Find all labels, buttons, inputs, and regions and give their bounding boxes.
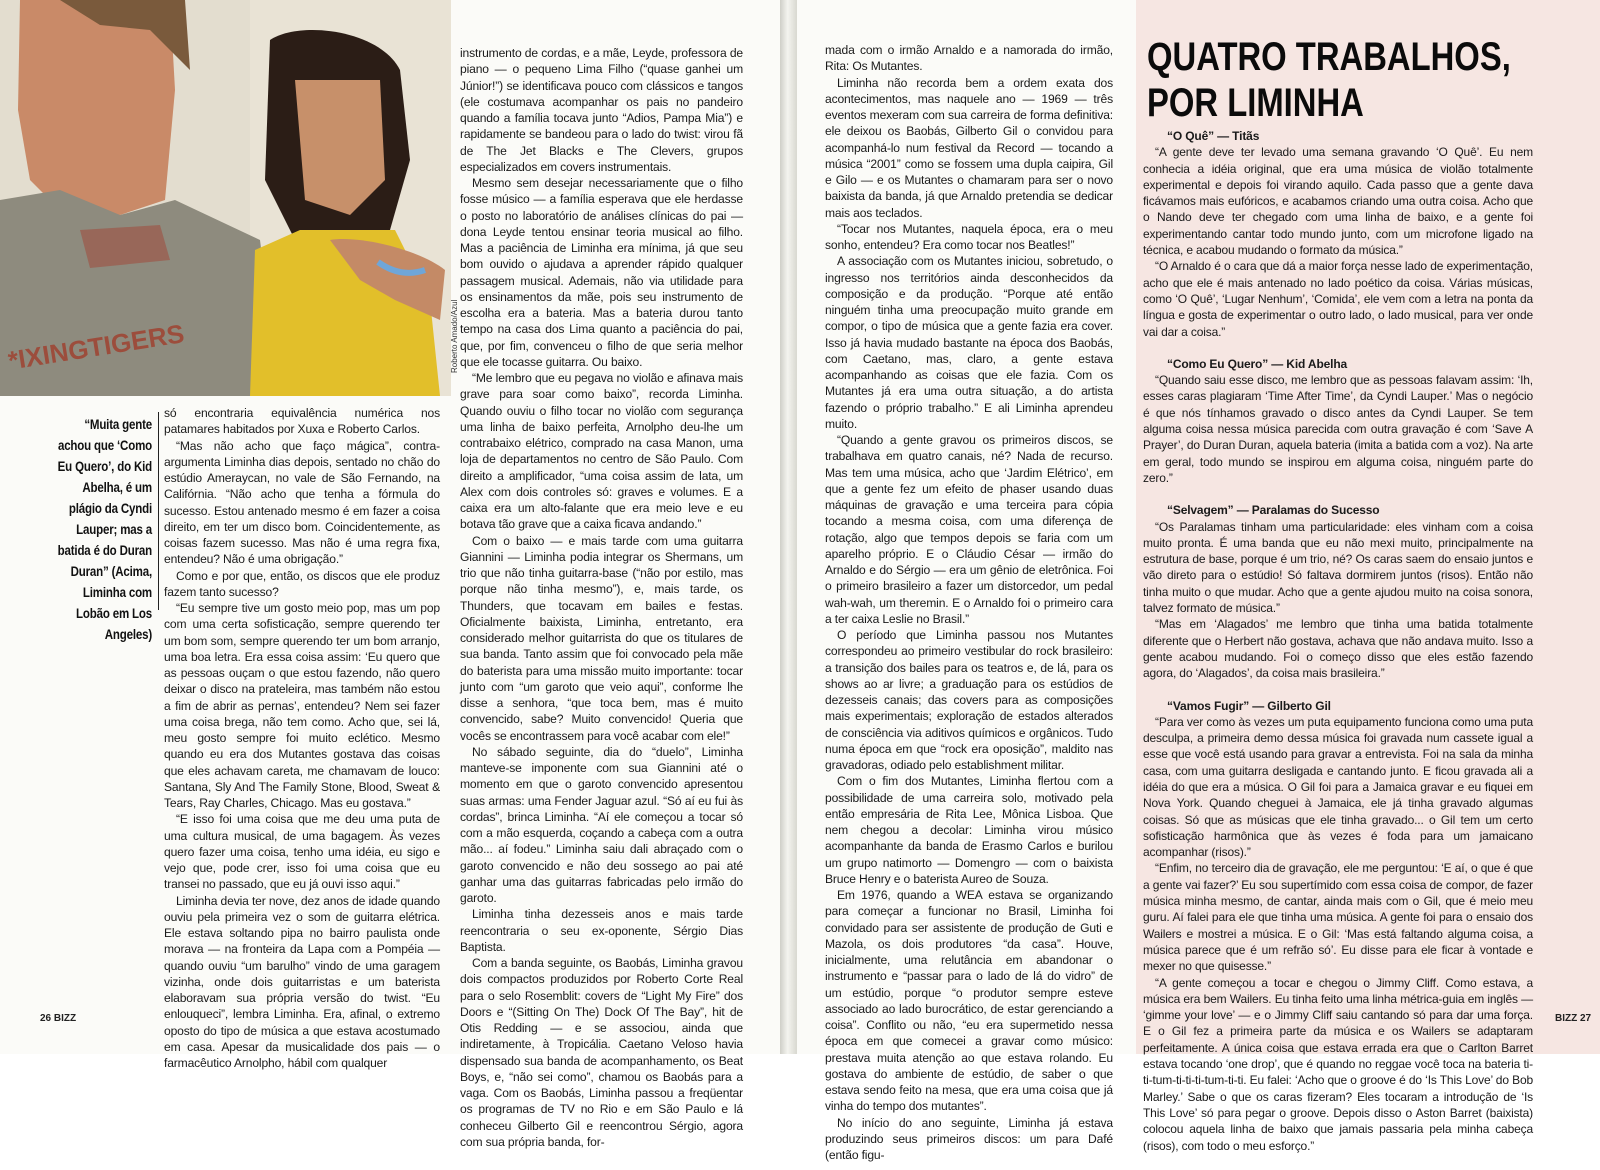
article-paragraph: O período que Liminha passou nos Mutantes correspondeu ao primeiro vestibular do rock brasileiro: a transição dos bailes para os teatros e, de lá, para os shows ao ar livre; a graduação para os estúdios de dezesseis canais; das covers para as composições mais experimentais; exploração de estados alterados de consciência via aditivos químicos e orgânicos. Tudo numa época em que “rock era oposição”, maldito nas gravadoras, odiado pelo establishment militar. (825, 628, 1113, 772)
article-paragraph: Liminha tinha dezesseis anos e mais tarde reencontraria o seu ex-oponente, Sérgio Dias Baptista. (460, 907, 743, 954)
sidebar-paragraph: “Os Paralamas tinham uma particularidade: eles vinham com a coisa muito pronta. É uma banda que eu não mexi muito, principalmente na estrutura de base, porque é um trio, né? Os caras saem do ensaio juntos e vão direto para o estúdio! Só faltava dormirem juntos (risos). Então não tinha muito o que mudar. Acho que a gente ajudou muito na coisa sonora, talvez formato de música.” (1143, 519, 1533, 616)
pull-quote-rule (158, 412, 159, 610)
article-paragraph: “Mas não acho que faço mágica”, contra-argumenta Liminha dias depois, sentado no chão do estúdio Amerаycan, no vale de São Fernando, na Califórnia. “Não acho que tenha a fórmula do sucesso. Estou antenado mesmo é em fazer a coisa direito, em ter um disco bom. Coincidentemente, as coisas fazem sucesso. Mas não é uma regra fixa, entendeu? Não é uma obrigação.” (164, 438, 440, 567)
article-paragraph: Liminha devia ter nove, dez anos de idade quando ouviu pela primeira vez o som de guitarra elétrica. Ele estava soltando pipa no bairro paulista onde morava — na fronteira da Lapa com a Pompéia — quando ouviu “um barulho” vindo de uma garagem vizinha, onde dois guitarristas e um baterista elaboravam sua própria versão do twist. “Eu enlouqueci”, lembra Liminha. Era, afinal, o extremo oposto do tipo de música a que estava acostumado em casa. Apesar da musicalidade dos pais — o farmacêutico Arnolpho, hábil com qualquer (164, 893, 440, 1070)
headline-line-1: QUATRO TRABALHOS, (1147, 35, 1511, 79)
sidebar-paragraph: “O Arnaldo é o cara que dá a maior força nesse lado de experimentação, acho que ele é mais antenado no lado poético da coisa. Várias músicas, como ‘O Quê’, ‘Lugar Nenhum’, ‘Comida’, ele vem com a letra na ponta da língua e gosta de experimentar o outro lado, o lado musical, para ver onde vai dar a coisa.” (1143, 259, 1533, 339)
sidebar-headline (1147, 34, 1511, 126)
article-paragraph: Em 1976, quando a WEA estava se organizando para começar a funcionar no Brasil, Liminha foi convidado para ser assistente de produção de Guti e Mazola, os dois produtores “da casa”. Houve, inicialmente, uma relutância em abandonar o instrumento e “passar para o lado de lá do vidro” de um estúdio, porque “o produtor sempre esteve associado ao lado burocrático, de estar gerenciando a coisa”. Conflito ou não, “eu era supermetido nessa época em que comecei a gravar como músico: prestava muita atenção ao que estava rolando. Eu gostava do ambiente de estúdio, de saber o que estava sendo feito na mesa, que era uma coisa que já vinha do tempo dos mutantes”. (825, 888, 1113, 1114)
article-column-2 (460, 45, 743, 1150)
article-column-3 (825, 42, 1113, 1163)
sidebar-paragraph: “A gente começou a tocar e chegou o Jimmy Cliff. Como estava, a música era bem Wailers. Eu tinha feito uma linha métrica-guia em inglês — ‘gimme your love’ — e o Jimmy Cliff saiu cantando só para dar uma força. E o Gil fez a primeira parte da música e os Wailers se adaptaram perfeitamente. A única coisa que estava errada era que o Carlton Barret estava tocando ‘one drop’, que é quando no reggae você toca na bateria ti-ti-tum-ti-ti-ti-tum-ti-ti. Eu falei: ‘Acho que o groove é do ‘Is This Love’ do Bob Marley.’ Sabe o que os caras fizeram? Eles tocaram a introdução de ‘Is This Love’ só para pegar o groove. Depois disso o Aston Barret (baixista) colocou aquela linha de baixo que jamais passaria pela minha cabeça (risos), com todo o meu esforço.” (1143, 975, 1533, 1153)
article-paragraph: Liminha não recorda bem a ordem exata dos acontecimentos, mas naquele ano — 1969 — três eventos mexeram com sua carreira de forma definitiva: ele deixou os Baobás, Gilberto Gil o convidou para acompanhá-lo num festival da Record — tocando a música “2001” como se fossem uma dupla caipira, Gil e Gilo — e os Mutantes o chamaram para ser o novo baixista da banda, já que Arnaldo pretendia se dedicar mais aos teclados. (825, 75, 1113, 220)
shirt-text: *IXINGTIGERS (6, 318, 187, 376)
page-gutter (780, 0, 797, 1054)
photo-credit: Roberto Amado/Azul (450, 300, 459, 374)
article-paragraph: “Me lembro que eu pegava no violão e afinava mais grave para soar como baixo”, recorda Liminha. Quando ouviu o filho tocar no violão com segurança uma linha de baixo perfeita, Arnolpho deu-lhe um contrabaixo elétrico, comprado na casa Manon, uma loja de departamentos no centro de São Paulo. Com direito a amplificador, “uma coisa assim de lata, um Alex com dois controles só: graves e volumes. E a caixa era um alto-falante que era meio leve e eu botava tão grave que a caixa ficava andando.” (460, 371, 743, 532)
sidebar-entry-title: “Vamos Fugir” — Gilberto Gil (1167, 698, 1331, 713)
sidebar-entry-title: “Como Eu Quero” — Kid Abelha (1167, 356, 1348, 371)
article-paragraph: A associação com os Mutantes iniciou, sobretudo, o ingresso nos territórios ainda desconhecidos da composição e da produção. “Porque até então ninguém tinha uma preocupação muito grande em compor, o tipo de música que a gente fazia era cover. Isso já havia mudado bastante na época dos Baobás, com Caetano, mas, claro, a gente estava acompanhando as coisas que ele fazia. Com os Mutantes já era uma outra situação, a do artista fazendo o próprio trabalho.” E ali Liminha aprendeu muito. (825, 254, 1113, 431)
article-paragraph: Com o fim dos Mutantes, Liminha flertou com a possibilidade de uma carreira solo, motivado pela então empresária de Rita Lee, Mônica Lisboa. Que nem chegou a decolar: Liminha virou músico acompanhante da banda de Erasmo Carlos e burilou um grupo natimorto — Domengro — com o baixista Bruce Henry e o baterista Aureo de Souza. (825, 774, 1113, 886)
pull-quote: “Muita gente achou que ‘Como Eu Quero’, do Kid Abelha, é um plágio da Cyndi Lauper; mas a batida é do Duran Duran” (Acima, Liminha com Lobão em Los Angeles) (57, 417, 153, 642)
article-paragraph: “E isso foi uma coisa que me deu uma puta de uma cultura musical, de uma bagagem. Às vezes quero fazer uma coisa, tenho uma idéia, eu sigo e vejo que, pode crer, isso foi uma coisa que eu transei no passado, que eu já ouvi isso aqui.” (164, 812, 440, 892)
article-paragraph: mada com o irmão Arnaldo e a namorada do irmão, Rita: Os Mutantes. (825, 43, 1113, 74)
sidebar-paragraph: “Quando saiu esse disco, me lembro que as pessoas falavam assim: ‘Ih, esses caras plagiaram ‘Time After Time’, da Cyndi Lauper.’ Mas o negócio é que nós tínhamos gravado o disco antes da Cyndi Lauper. Se tem alguma coisa nessa música parecida com outra gravação é com ‘Save A Prayer’, do Duran Duran, aquela bateria (imita a batida com a voz). Na arte em geral, todo mundo se inspirou em alguma coisa, ninguém parte do zero.” (1143, 373, 1533, 485)
article-paragraph: “Tocar nos Mutantes, naquela época, era o meu sonho, entendeu? Era como tocar nos Beatles!” (825, 221, 1113, 252)
headline-line-2: POR LIMINHA (1147, 81, 1364, 125)
page-folio-left: 26 BIZZ (40, 1013, 77, 1024)
article-paragraph: “Quando a gente gravou os primeiros discos, se trabalhava em quatro canais, né? Nada de recurso. Mas tem uma música, acho que ‘Jardim Elétrico’, em que a gente fez um efeito de phaser usando duas máquinas de gravação e uma terceira para cópia tocando a mesma coisa, com uma diferença de rotação, algo que tempos depois se faria com um aparelho próprio. E o Cláudio César — irmão do Arnaldo e do Sérgio — era um gênio de eletrônica. Foi o primeiro brasileiro a fazer um distorcedor, um pedal wah-wah, um theremin. E o Arnaldo foi o primeiro cara a ter caixa Leslie no Brasil.” (825, 433, 1113, 626)
article-paragraph: Mesmo sem desejar necessariamente que o filho fosse músico — a família esperava que ele herdasse o posto no laboratório de análises clínicas do pai — dona Leyde tentou ensinar teoria musical ao filho. Mas a paciência de Liminha era mínima, já que seu bom ouvido o ajudava a aprender rápido qualquer passagem musical. Ademais, não via utilidade para os ensinamentos da mãe, pois seu instrumento de escolha era a bateria. Mas a bateria durou tanto tempo na casa dos Lima quanto a paciência do pai, que, por fim, convenceu o filho de que seria melhor que ele tocasse guitarra. Ou baixo. (460, 176, 743, 369)
article-paragraph: só encontraria equivalência numérica nos patamares habitados por Xuxa e Roberto Carlos. (164, 406, 440, 437)
left-page (0, 0, 780, 1149)
article-paragraph: Como e por que, então, os discos que ele produz fazem tanto sucesso? (164, 568, 440, 599)
article-paragraph: No sábado seguinte, dia do “duelo”, Liminha manteve-se imponente com sua Giannini até o momento em que o garoto convencido apresentou suas armas: uma Fender Jaguar azul. “Só aí eu fui às cordas”, brinca Liminha. “Aí ele começou a tocar só com a mão esquerda, coçando a cabeça com a outra mão... aí fodeu.” Liminha saiu dali abraçado com o garoto convencido e não deu sossego ao pai até ganhar uma das guitarras fabricadas pelo irmão do garoto. (460, 744, 743, 905)
article-paragraph: No início do ano seguinte, Liminha já estava produzindo seus primeiros discos: um para Dafé (então figu- (825, 1115, 1113, 1162)
sidebar-entry-title: “Selvagem” — Paralamas do Sucesso (1167, 503, 1380, 518)
article-paragraph: instrumento de cordas, e a mãe, Leyde, professora de piano — o pequeno Lima Filho (“quase ganhei um Júnior!”) se identificava pouco com clássicos e tangos (ele costumava acompanhar os pais no pandeiro quando a família tocava junto “Adios, Pampa Mia”) e rapidamente se bandeou para o lado do twist: virou fã de The Jet Blacks e The Clevers, grupos especializados em covers instrumentais. (460, 46, 743, 174)
sidebar-entry-title: “O Quê” — Titãs (1167, 129, 1260, 143)
article-column-1 (164, 405, 440, 1071)
sidebar-paragraph: “A gente deve ter levado uma semana gravando ‘O Quê’. Eu nem conhecia a idéia original, que era uma música de violão totalmente experimental e depois foi virando aquilo. Cada passo que a gente dava ficávamos mais eufóricos, e acabamos criando uma outra coisa. Acho que o Nando deve ter chegado com uma linha de baixo, e a gente foi experimentando cantar todo mundo junto, com um microfone ligado na técnica, e acabou mudando o formato da música.” (1143, 145, 1533, 258)
sidebar-paragraph: “Enfim, no terceiro dia de gravação, ele me perguntou: ‘E aí, o que é que a gente vai fazer?’ Eu sou supertímido com essa coisa de compor, de fazer música minha mesmo, de cantar, ainda mais com o Gil, que é meio meu guru. Aí falei para ele que tinha uma música. A gente foi para o ensaio dos Wailers e mostrei a música. E o Gil: ‘Mas está faltando alguma coisa, a música parece que é um refrão só’. Eu disse para ele ficar à vontade e mexer no que quisesse.” (1143, 861, 1533, 974)
article-paragraph: Com o baixo — e mais tarde com uma guitarra Giannini — Liminha podia integrar os Shermans, um trio que não tinha guitarra-base (“não por estilo, mas porque não tinha mesmo”), e, mais tarde, os Thunders, que tocavam em bailes e festas. Oficialmente baixista, Liminha, entretanto, era considerado melhor guitarrista do que os titulares de sua banda. Tanto assim que foi convocado pela mãe do baterista para uma missão muito importante: tocar junto com “um garoto que veio aqui”, conforme lhe disse a senhora, “que toca bem, mas é muito convencido, sabe? Muito convencido! Queria que vocês se encontrassem para você acabar com ele!” (460, 533, 743, 743)
sidebar-entry (1143, 128, 1533, 340)
sidebar-paragraph: “Para ver como às vezes um puta equipamento funciona como uma puta desculpa, a primeira demo dessa música foi gravada num cassete igual a esse que você está usando para gravar a entrevista. Foi na sala da minha casa, com uma guitarra desligada e cantando junto. E ficou gravada ali a idéia do que era a música. O Gil foi para a Jamaica gravar e eu fiquei em Nova York. Quando cheguei à Jamaica, ele já tinha gravado algumas coisas. Só que as músicas que ele tinha gravado... o Gil tem um certo sofisticação harmônica que às vezes é foda para um jamaicano acompanhar (risos).” (1143, 714, 1533, 860)
sidebar-entry (1143, 502, 1533, 681)
sidebar-paragraph: “Mas em ‘Alagados’ me lembro que tinha uma batida totalmente diferente que o Herbert não gostava, achava que não andava muito. Isso a gente acabou mudando. Foi o começo disso que eles estão fazendo agora, do ‘Alagados’, da coisa mais brasileira.” (1143, 617, 1533, 681)
article-paragraph: “Eu sempre tive um gosto meio pop, mas um pop com uma certa sofisticação, sempre querendo ter um bom som, sempre querendo ter um bom arranjo, uma boa letra. Era essa coisa assim: ‘Eu quero que as pessoas ouçam o que estou fazendo, não quero deixar o disco na prateleira, mas também não estou a fim de abrir as pernas’, entendeu? Nem sei fazer uma coisa brega, não tem como. Acho que, sei lá, meu gosto sempre foi muito eclético. Mesmo quando eu era dos Mutantes gostava das coisas que eles achavam careta, me chamavam de louco: Santana, Sly And The Family Stone, Blood, Sweat & Tears, Ray Charles, Chicago. Mas eu gostava.” (164, 601, 440, 810)
sidebar-entry (1143, 698, 1533, 1154)
page-folio-right: BIZZ 27 (1555, 1013, 1592, 1024)
article-paragraph: Com a banda seguinte, os Baobás, Liminha gravou dois compactos produzidos por Roberto Corte Real para o selo Rosemblit: covers de “Light My Fire” dos Doors e “(Sitting On The) Dock Of The Bay”, hit de Otis Redding — e se associou, ainda que indiretamente, à Tropicália. Caetano Veloso havia dispensado sua banda de acompanhamento, os Beat Boys, e, “não sei como”, chamou os Baobás para a vaga. Com os Baobás, Liminha passou a freqüentar os programas de TV no Rio e em São Paulo e lá conheceu Gilberto Gil e reencontrou Sérgio, agora com sua própria banda, for- (460, 956, 743, 1149)
sidebar-interviews (1143, 128, 1533, 1170)
photo-liminha-lobao (0, 0, 451, 396)
sidebar-entry (1143, 356, 1533, 486)
